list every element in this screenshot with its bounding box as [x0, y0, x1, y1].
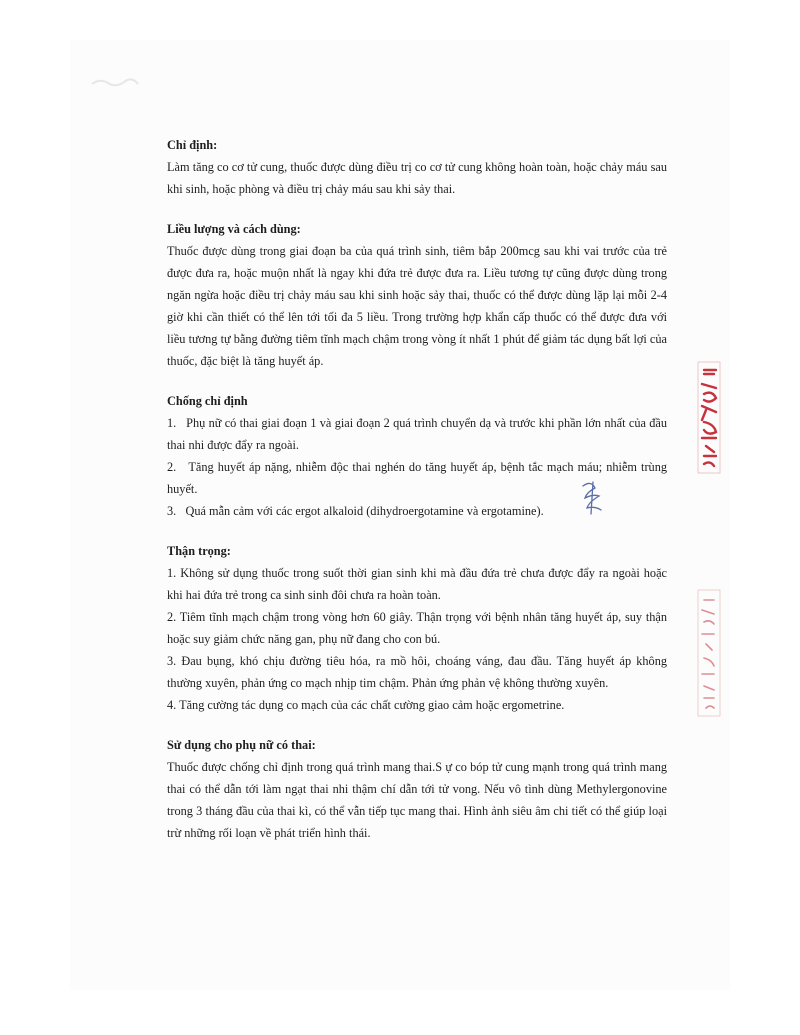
list-item: 1. Phụ nữ có thai giai đoạn 1 và giai đoạn 2 quá trình chuyển dạ và trước khi phần lớn nhất của đầu thai nhi được đẩy ra ngoài.: [167, 416, 667, 452]
section-paragraph: Thuốc được dùng trong giai đoạn ba của quá trình sinh, tiêm bắp 200mcg sau khi vai trước của trẻ được đưa ra, hoặc muộn nhất là ngay khi đứa trẻ được đưa ra. Liều tương tự cũng được dùng trong ngăn ngừa hoặc điều trị chảy máu sau khi sinh hoặc sảy thai, thuốc có thể được dùng lặp lại mỗi 2-4 giờ khi cần thiết có thể lên tới tối đa 5 liều. Trong trường hợp khẩn cấp thuốc có thể được đưa với liều tương tự bằng đường tiêm tĩnh mạch chậm trong vòng ít nhất 1 phút để giảm tác dụng bất lợi của thuốc, đặc biệt là tăng huyết áp.: [167, 244, 667, 368]
stamp-mark-bottom: [680, 588, 724, 718]
section-paragraph: Thuốc được chống chỉ định trong quá trình mang thai.S ự co bóp tử cung mạnh trong quá trình mang thai có thể dẫn tới làm ngạt thai nhi thậm chí dẫn tới tử vong. Nếu vô tình dùng Methylergonovine trong 3 tháng đầu của thai kì, có thể vẫn tiếp tục mang thai. Hình ảnh siêu âm chi tiết có thể giúp loại trừ những rối loạn về phát triển hình thái.: [167, 760, 667, 840]
scan-artifact: [90, 74, 140, 90]
list-item: 3. Quá mẫn cảm với các ergot alkaloid (dihydroergotamine và ergotamine).: [167, 504, 544, 518]
list-item: 2. Tăng huyết áp nặng, nhiễm độc thai nghén do tăng huyết áp, bệnh tắc mạch máu; nhiễm trùng huyết.: [167, 460, 667, 496]
list-item: 4. Tăng cường tác dụng co mạch của các chất cường giao cảm hoặc ergometrine.: [167, 698, 565, 712]
section-heading: Liều lượng và cách dùng:: [167, 222, 301, 236]
list-item: 1. Không sử dụng thuốc trong suốt thời gian sinh khi mà đầu đứa trẻ chưa được đẩy ra ngoài hoặc khi hai đứa trẻ trong ca sinh sinh đôi chưa ra hoàn toàn.: [167, 566, 667, 602]
section-heading: Sử dụng cho phụ nữ có thai:: [167, 738, 316, 752]
section-heading: Chỉ định:: [167, 138, 218, 152]
stamp-mark-top: [680, 360, 724, 475]
section-heading: Thận trọng:: [167, 544, 231, 558]
list-item: 2. Tiêm tĩnh mạch chậm trong vòng hơn 60 giây. Thận trọng với bệnh nhân tăng huyết áp, suy thận hoặc suy giảm chức năng gan, phụ nữ đang cho con bú.: [167, 610, 667, 646]
section-indications: [167, 134, 667, 200]
list-item: 3. Đau bụng, khó chịu đường tiêu hóa, ra mồ hôi, choáng váng, đau đầu. Tăng huyết áp không thường xuyên, phản ứng co mạch nhịp tim chậm. Phản ứng phản vệ không thường xuyên.: [167, 654, 667, 690]
signature-mark: [577, 478, 607, 518]
section-dosage: [167, 218, 667, 372]
section-precautions: [167, 540, 667, 716]
section-heading: Chống chỉ định: [167, 394, 248, 408]
section-paragraph: Làm tăng co cơ tử cung, thuốc được dùng điều trị co cơ tử cung không hoàn toàn, hoặc chảy máu sau khi sinh, hoặc phòng và điều trị chảy máu sau khi sảy thai.: [167, 160, 667, 196]
section-pregnancy: [167, 734, 667, 844]
